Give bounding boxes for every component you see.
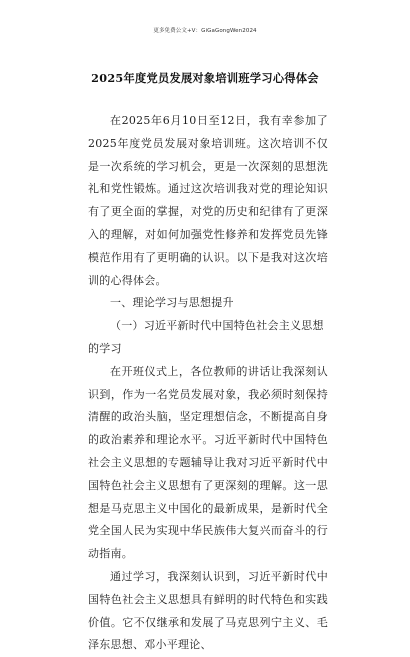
body-paragraph: 通过学习，我深刻认识到，习近平新时代中国特色社会主义思想具有鲜明的时代特色和实践价值。它不仅继承和发展了马克思列宁主义、毛泽东思想、邓小平理论、 (88, 569, 328, 652)
body-paragraph: 在开班仪式上，各位教师的讲话让我深刻认识到，作为一名党员发展对象，我必须时刻保持清醒的政治头脑，坚定理想信念，不断提高自身的政治素养和理论水平。习近平新时代中国特色社会主义思想的专题辅导让我对习近平新时代中国特色社会主义思想有了更深刻的理解。这一思想是马克思主义中国化的最新成果，是新时代全党全国人民为实现中华民族伟大复兴而奋斗的行动指南。 (88, 364, 328, 561)
section-heading: 一、理论学习与思想提升 (110, 296, 234, 310)
intro-paragraph: 在2025年6月10日至12日，我有幸参加了2025年度党员发展对象培训班。这次培训不仅是一次系统的学习机会，更是一次深刻的思想洗礼和党性锻炼。通过这次培训我对党的理论知识有了更全面的掌握，对党的历史和纪律有了更深入的理解，对如何加强党性修养和发挥党员先锋模范作用有了更明确的认识。以下是我对这次培训的心得体会。 (88, 114, 328, 287)
document-body (88, 110, 328, 657)
document-title: 2025年度党员发展对象培训班学习心得体会 (91, 71, 319, 85)
header-note: 更多免费公文+V：GiGaGongWen2024 (153, 28, 257, 34)
sub-heading: （一）习近平新时代中国特色社会主义思想的学习 (88, 319, 324, 355)
